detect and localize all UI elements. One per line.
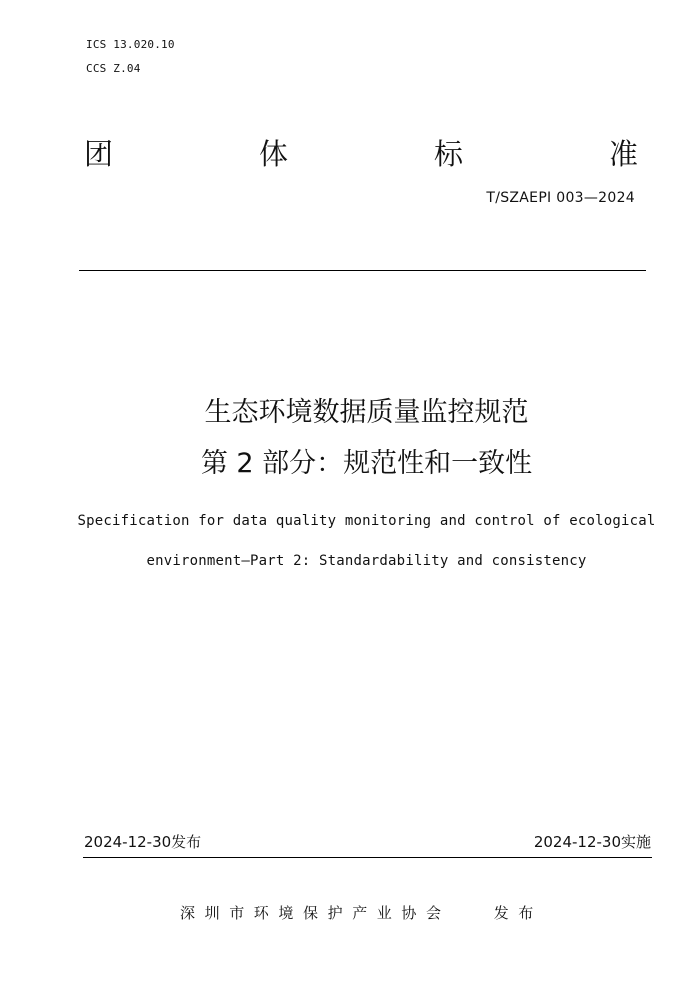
footer-divider [83, 857, 652, 858]
publish-date: 2024-12-30发布 [84, 833, 202, 851]
standard-code: T/SZAEPI 003—2024 [486, 190, 635, 206]
ics-code: ICS 13.020.10 [86, 38, 175, 51]
standard-type-char: 标 [433, 137, 463, 171]
title-english-line-2: environment—Part 2: Standardability and consistency [146, 553, 587, 569]
title-chinese-line-2: 第 2 部分：规范性和一致性 [200, 448, 533, 479]
ccs-code: CCS Z.04 [86, 62, 141, 75]
title-chinese-line-1: 生态环境数据质量监控规范 [204, 397, 529, 428]
standard-type-char: 准 [608, 137, 638, 171]
standard-type-heading [84, 136, 638, 172]
standard-type-char: 体 [258, 137, 288, 171]
issuing-organization: 深圳市环境保护产业协会 发布 [180, 904, 543, 922]
effective-date: 2024-12-30实施 [533, 833, 651, 851]
title-english-line-1: Specification for data quality monitoring and control of ecological [77, 513, 656, 529]
header-divider [79, 270, 646, 271]
standard-type-char: 团 [84, 137, 114, 171]
